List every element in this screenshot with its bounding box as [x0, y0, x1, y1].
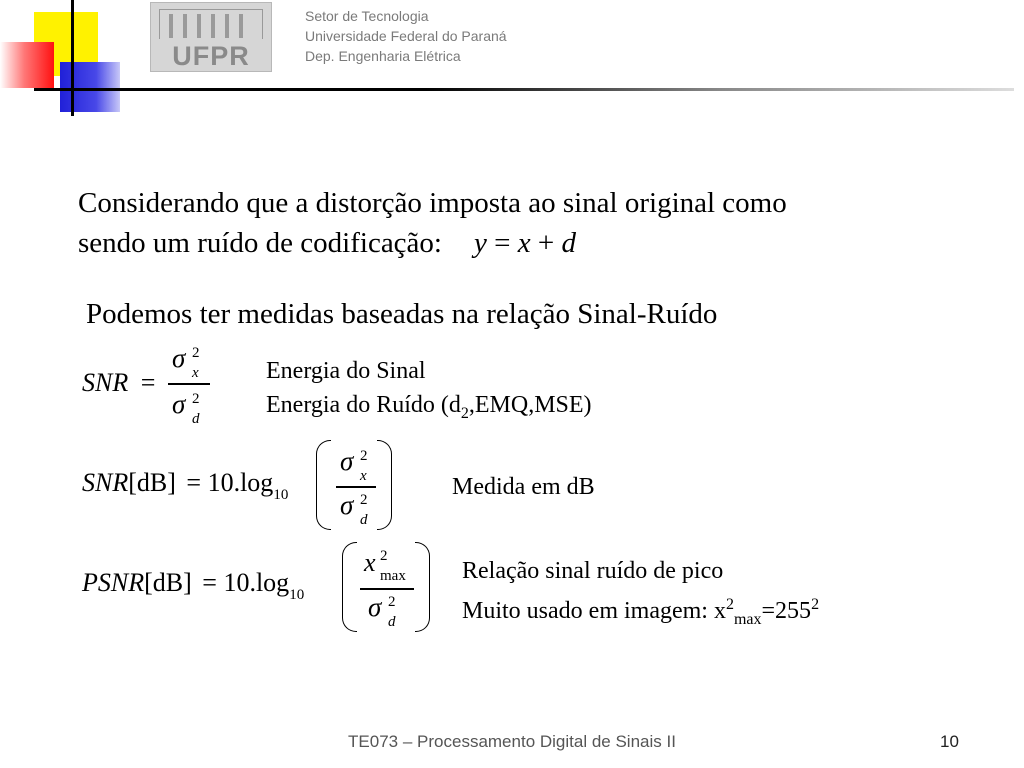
label-image-use [462, 588, 819, 637]
intro-line-2 [78, 224, 576, 262]
institution-line-sector: Setor de Tecnologia [305, 8, 429, 24]
label-noise-energy [266, 388, 592, 431]
eq-y: y [474, 227, 487, 259]
x-max-squared: 2 [380, 548, 388, 564]
intro-line-2-text: sendo um ruído de codificação: [78, 227, 442, 259]
sigma-x-subscript: x [360, 468, 367, 484]
psnr-fraction-bar [360, 588, 414, 590]
sigma-d-squared: 2 [388, 594, 396, 610]
logo-column [239, 14, 243, 38]
institution-line-university: Universidade Federal do Paraná [305, 28, 507, 44]
label-image-use-sup2: 2 [811, 596, 820, 613]
eq-d: d [561, 227, 576, 259]
sigma-d: σ [340, 490, 354, 520]
page-number: 10 [940, 732, 959, 751]
psnr-unit: [dB] [144, 568, 192, 597]
sigma-d: σ [368, 592, 382, 622]
snr-db-formula [82, 468, 289, 503]
sigma-x-squared: 2 [192, 345, 200, 361]
measures-heading: Podemos ter medidas baseadas na relação Sinal-Ruído [86, 298, 718, 330]
snr-db-equals: = [186, 468, 202, 497]
snr-db-paren-group [316, 440, 396, 532]
eq-plus: + [537, 227, 555, 259]
institution-block [305, 6, 507, 66]
label-signal-energy: Energia do Sinal [266, 358, 426, 384]
snr-fraction [168, 343, 210, 427]
psnr-symbol: PSNR [82, 568, 145, 597]
label-image-use-sub: max [733, 610, 762, 628]
logo-column [169, 14, 173, 38]
logo-column [211, 14, 215, 38]
snr-db-log: 10.log [207, 468, 274, 497]
decor-vertical-line [71, 0, 74, 116]
sigma-d-subscript: d [360, 512, 368, 528]
psnr-paren-group [342, 542, 434, 636]
psnr-log-base: 10 [289, 587, 305, 603]
label-image-use-text: Muito usado em imagem: x [462, 598, 726, 624]
snr-db-log-base: 10 [273, 487, 289, 503]
psnr-fraction [360, 548, 414, 628]
sigma-x: σ [340, 446, 354, 476]
footer-course: TE073 – Processamento Digital de Sinais II [348, 732, 676, 751]
snr-db-fraction-bar [336, 486, 376, 488]
label-noise-energy-sub: 2 [460, 404, 469, 422]
sigma-x: σ [172, 343, 186, 373]
sigma-d-subscript: d [388, 614, 396, 630]
snr-equals: = [140, 368, 156, 397]
intro-line-1: Considerando que a distorção imposta ao sinal original como [78, 187, 787, 219]
label-peak-snr: Relação sinal ruído de pico [462, 558, 724, 584]
logo-column [197, 14, 201, 38]
psnr-equals: = [202, 568, 217, 597]
sigma-x-squared: 2 [360, 448, 368, 464]
snr-db-symbol: SNR [82, 468, 129, 497]
right-paren [415, 542, 430, 632]
sigma-d: σ [172, 389, 186, 419]
eq-equals: = [494, 227, 511, 259]
eq-x: x [517, 227, 531, 259]
snr-formula [82, 368, 155, 398]
right-paren [377, 440, 392, 530]
decor-blue-square [60, 62, 120, 112]
snr-symbol: SNR [82, 368, 129, 397]
label-image-use-value: =255 [761, 598, 812, 624]
x-max: x [364, 548, 376, 577]
sigma-d-subscript: d [192, 411, 200, 427]
snr-db-unit: [dB] [128, 468, 176, 497]
header-divider [34, 88, 1014, 91]
label-image-use-sup: 2 [725, 596, 734, 613]
decor-red-square [0, 42, 54, 88]
label-noise-energy-text: Energia do Ruído (d [266, 392, 461, 418]
institution-line-department: Dep. Engenharia Elétrica [305, 48, 461, 64]
label-noise-energy-tail: ,EMQ,MSE) [468, 392, 592, 418]
psnr-formula [82, 568, 305, 603]
snr-db-fraction [336, 446, 376, 526]
snr-fraction-bar [168, 383, 210, 385]
logo-column [225, 14, 229, 38]
left-paren [342, 542, 357, 632]
x-max-subscript: max [380, 568, 406, 584]
sigma-d-squared: 2 [360, 492, 368, 508]
ufpr-logo [150, 2, 272, 72]
label-db-measure: Medida em dB [452, 474, 595, 500]
left-paren [316, 440, 331, 530]
sigma-d-squared: 2 [192, 391, 200, 407]
sigma-x-subscript: x [192, 365, 199, 381]
psnr-log: 10.log [223, 568, 290, 597]
logo-column [183, 14, 187, 38]
logo-text: UFPR [172, 41, 250, 71]
